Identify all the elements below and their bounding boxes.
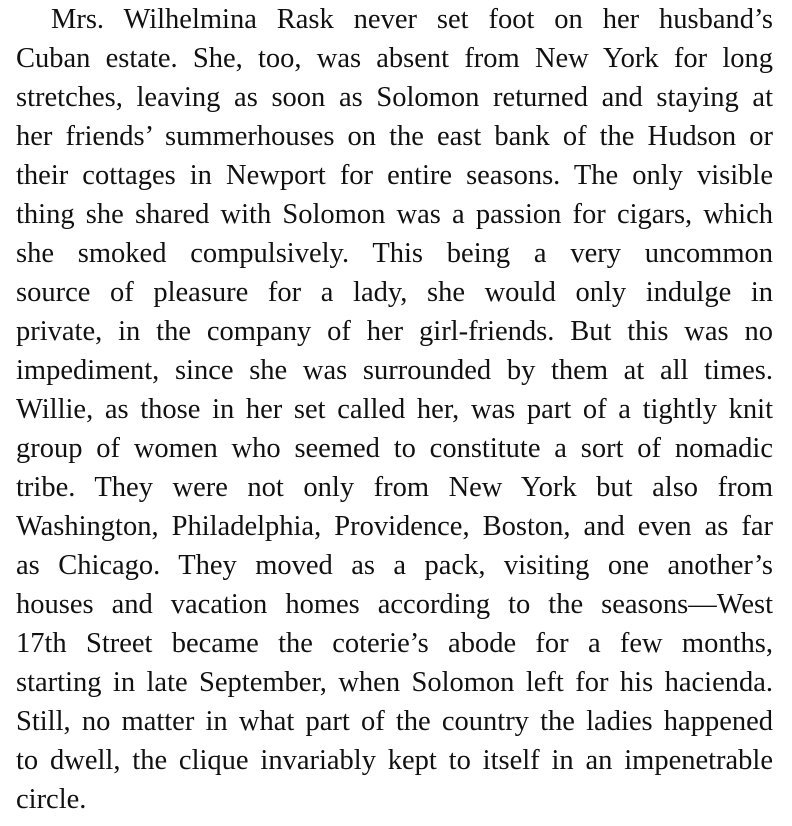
paragraph-line: private, in the company of her girl-friends. But this was no	[16, 316, 773, 347]
paragraph-line: circle.	[16, 784, 87, 815]
paragraph-line: 17th Street became the coterie’s abode for a few months,	[16, 628, 773, 659]
paragraph-line: impediment, since she was surrounded by them at all times.	[16, 355, 773, 386]
paragraph-line: Mrs. Wilhelmina Rask never set foot on her husband’s	[51, 4, 773, 35]
paragraph-line: as Chicago. They moved as a pack, visiting one another’s	[16, 550, 773, 581]
paragraph-line: starting in late September, when Solomon left for his hacienda.	[16, 667, 773, 698]
paragraph-line: source of pleasure for a lady, she would only indulge in	[16, 277, 773, 308]
paragraph-line: stretches, leaving as soon as Solomon returned and staying at	[16, 82, 773, 113]
paragraph-line: houses and vacation homes according to the seasons—West	[16, 589, 773, 620]
paragraph-line: tribe. They were not only from New York but also from	[16, 472, 773, 503]
paragraph-line: to dwell, the clique invariably kept to itself in an impenetrable	[16, 745, 773, 776]
paragraph-line: Still, no matter in what part of the country the ladies happened	[16, 706, 773, 737]
paragraph-line: thing she shared with Solomon was a passion for cigars, which	[16, 199, 773, 230]
paragraph-line: she smoked compulsively. This being a very uncommon	[16, 238, 773, 269]
paragraph-line: Cuban estate. She, too, was absent from New York for long	[16, 43, 773, 74]
text-page	[16, 0, 773, 819]
paragraph-line: Willie, as those in her set called her, was part of a tightly knit	[16, 394, 773, 425]
paragraph-line: group of women who seemed to constitute a sort of nomadic	[16, 433, 773, 464]
paragraph-line: Washington, Philadelphia, Providence, Boston, and even as far	[16, 511, 773, 542]
paragraph-line: her friends’ summerhouses on the east bank of the Hudson or	[16, 121, 773, 152]
paragraph-line: their cottages in Newport for entire seasons. The only visible	[16, 160, 773, 191]
